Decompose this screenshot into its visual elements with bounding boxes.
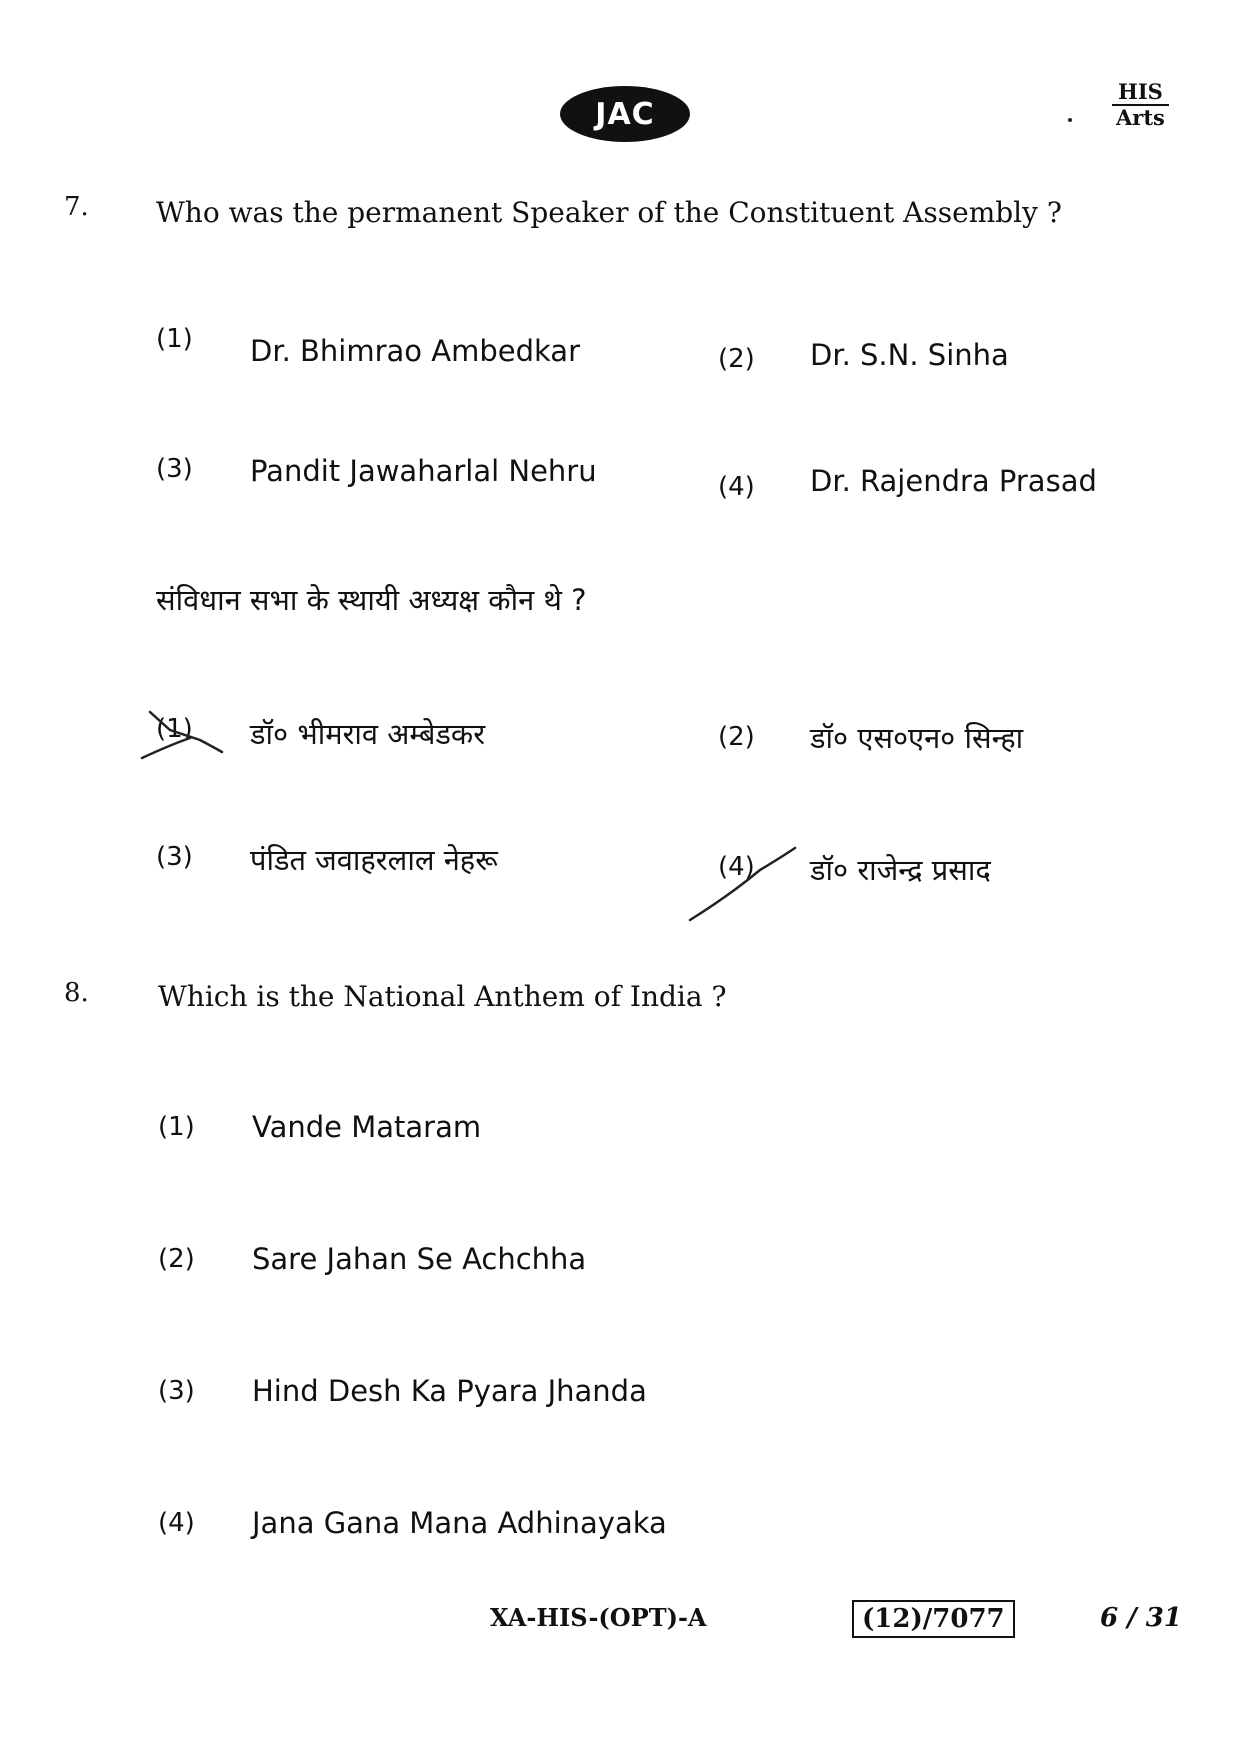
- option-text: डॉ० राजेन्द्र प्रसाद: [810, 853, 991, 887]
- option-number: (2): [718, 344, 755, 374]
- option-number: (3): [156, 842, 193, 872]
- option-number: (3): [158, 1376, 195, 1406]
- batch-code: (12)/7077: [852, 1600, 1015, 1638]
- question-number: 7.: [64, 192, 89, 222]
- question-text-en: Which is the National Anthem of India ?: [158, 980, 727, 1013]
- option-number: (4): [718, 852, 755, 882]
- option-number: (1): [158, 1112, 195, 1142]
- option-number: (4): [718, 472, 755, 502]
- option-text: Vande Mataram: [252, 1110, 482, 1144]
- question-text-hi: संविधान सभा के स्थायी अध्यक्ष कौन थे ?: [156, 583, 587, 617]
- option-text: Dr. Bhimrao Ambedkar: [250, 334, 580, 368]
- option-number: (2): [158, 1244, 195, 1274]
- option-number: (2): [718, 722, 755, 752]
- tick-mark: [690, 848, 795, 920]
- strike-mark: [150, 712, 222, 752]
- paper-code: XA-HIS-(OPT)-A: [490, 1603, 707, 1632]
- option-number: (3): [156, 454, 193, 484]
- question-number: 8.: [64, 978, 89, 1008]
- subject-code: HIS: [1112, 80, 1169, 106]
- option-text: पंडित जवाहरलाल नेहरू: [250, 843, 498, 877]
- option-text: Dr. S.N. Sinha: [810, 338, 1009, 372]
- option-text: Jana Gana Mana Adhinayaka: [252, 1506, 667, 1540]
- option-number: (1): [156, 714, 193, 744]
- question-text-en: Who was the permanent Speaker of the Constituent Assembly ?: [156, 196, 1062, 229]
- option-text: डॉ० भीमराव अम्बेडकर: [250, 717, 486, 751]
- page-number: 6 / 31: [1100, 1603, 1182, 1633]
- stream-label: Arts: [1115, 105, 1165, 130]
- option-number: (1): [156, 324, 193, 354]
- option-text: Pandit Jawaharlal Nehru: [250, 454, 597, 488]
- option-text: डॉ० एस०एन० सिन्हा: [810, 721, 1024, 755]
- logo-text: JAC: [595, 96, 655, 132]
- option-text: Hind Desh Ka Pyara Jhanda: [252, 1374, 647, 1408]
- option-text: Sare Jahan Se Achchha: [252, 1242, 587, 1276]
- strike-mark: [142, 738, 190, 758]
- option-text: Dr. Rajendra Prasad: [810, 464, 1097, 498]
- option-number: (4): [158, 1508, 195, 1538]
